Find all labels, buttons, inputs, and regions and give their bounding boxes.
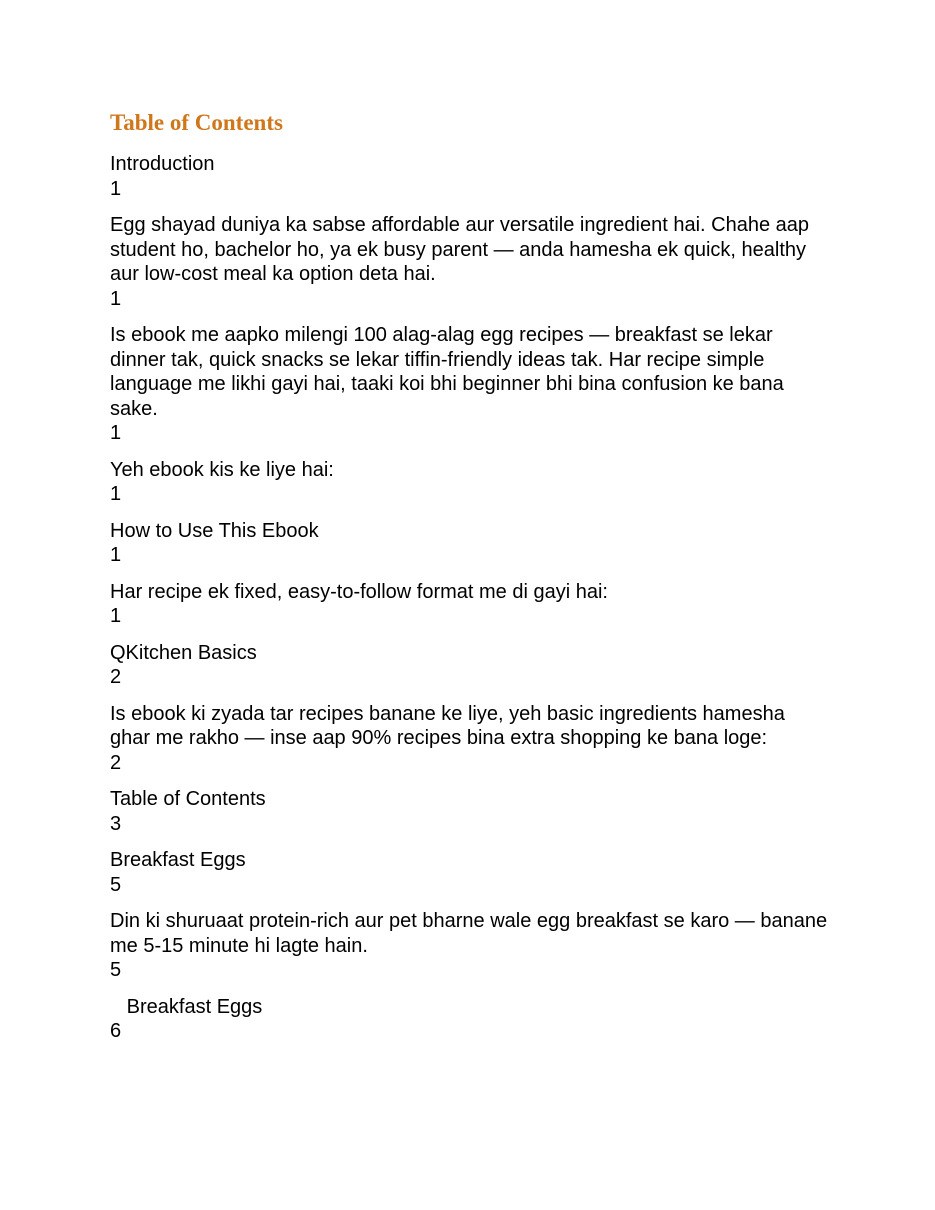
toc-entry[interactable] — [110, 787, 830, 836]
toc-list — [110, 152, 833, 1044]
toc-entry-page: 5 — [110, 873, 122, 896]
toc-entry-page: 2 — [110, 751, 122, 774]
toc-entry-title: Din ki shuruaat protein-rich aur pet bharne wale egg breakfast se karo — banane me 5-15 minute hi lagte hain. — [110, 910, 833, 957]
toc-entry[interactable] — [110, 641, 830, 690]
toc-entry-title: Introduction — [110, 153, 215, 175]
toc-entry-title: Is ebook me aapko milengi 100 alag-alag egg recipes — breakfast se lekar dinner tak, quick snacks se lekar tiffin-friendly ideas tak. Har recipe simple language me likhi gayi hai, taaki koi bhi beginner bhi bina confusion ke bana sake. — [110, 324, 790, 420]
toc-entry-title: Breakfast Eggs — [110, 849, 246, 871]
toc-entry[interactable] — [110, 323, 830, 446]
toc-entry-page: 1 — [110, 483, 122, 505]
toc-entry[interactable] — [110, 580, 830, 629]
toc-entry-title: Egg shayad duniya ka sabse affordable aur versatile ingredient hai. Chahe aap student ho, bachelor ho, ya ek busy parent — anda hamesha ek quick, healthy aur low-cost meal ka option deta hai. — [110, 214, 815, 285]
toc-entry[interactable] — [110, 702, 830, 776]
toc-entry-page: 1 — [110, 287, 122, 310]
toc-entry[interactable] — [110, 995, 830, 1044]
toc-entry-page: 5 — [110, 959, 122, 981]
toc-entry-title: Yeh ebook kis ke liye hai: — [110, 458, 334, 481]
toc-entry[interactable] — [110, 213, 830, 311]
toc-entry-page: 1 — [110, 544, 122, 566]
toc-entry[interactable] — [110, 458, 830, 507]
toc-entry-page: 3 — [110, 812, 122, 835]
document-page — [110, 108, 833, 1056]
toc-entry-page: 2 — [110, 666, 122, 688]
toc-entry[interactable] — [110, 848, 830, 897]
toc-entry-title: How to Use This Ebook — [110, 519, 319, 542]
toc-entry[interactable] — [110, 519, 830, 568]
toc-entry-page: 1 — [110, 422, 122, 444]
toc-entry[interactable] — [110, 152, 830, 201]
toc-entry-title: Table of Contents — [110, 788, 266, 810]
toc-entry-page: 1 — [110, 605, 122, 627]
toc-entry-title: Har recipe ek fixed, easy-to-follow format me di gayi hai: — [110, 580, 608, 603]
toc-entry-page: 6 — [110, 1020, 122, 1042]
toc-entry[interactable] — [110, 909, 833, 983]
toc-entry-title: QKitchen Basics — [110, 641, 257, 664]
toc-heading: Table of Contents — [110, 110, 283, 135]
toc-entry-title: Breakfast Eggs — [110, 995, 263, 1018]
toc-entry-page: 1 — [110, 177, 122, 200]
toc-entry-title: Is ebook ki zyada tar recipes banane ke liye, yeh basic ingredients hamesha ghar me rakho — inse aap 90% recipes bina extra shopping ke bana loge: — [110, 702, 791, 749]
